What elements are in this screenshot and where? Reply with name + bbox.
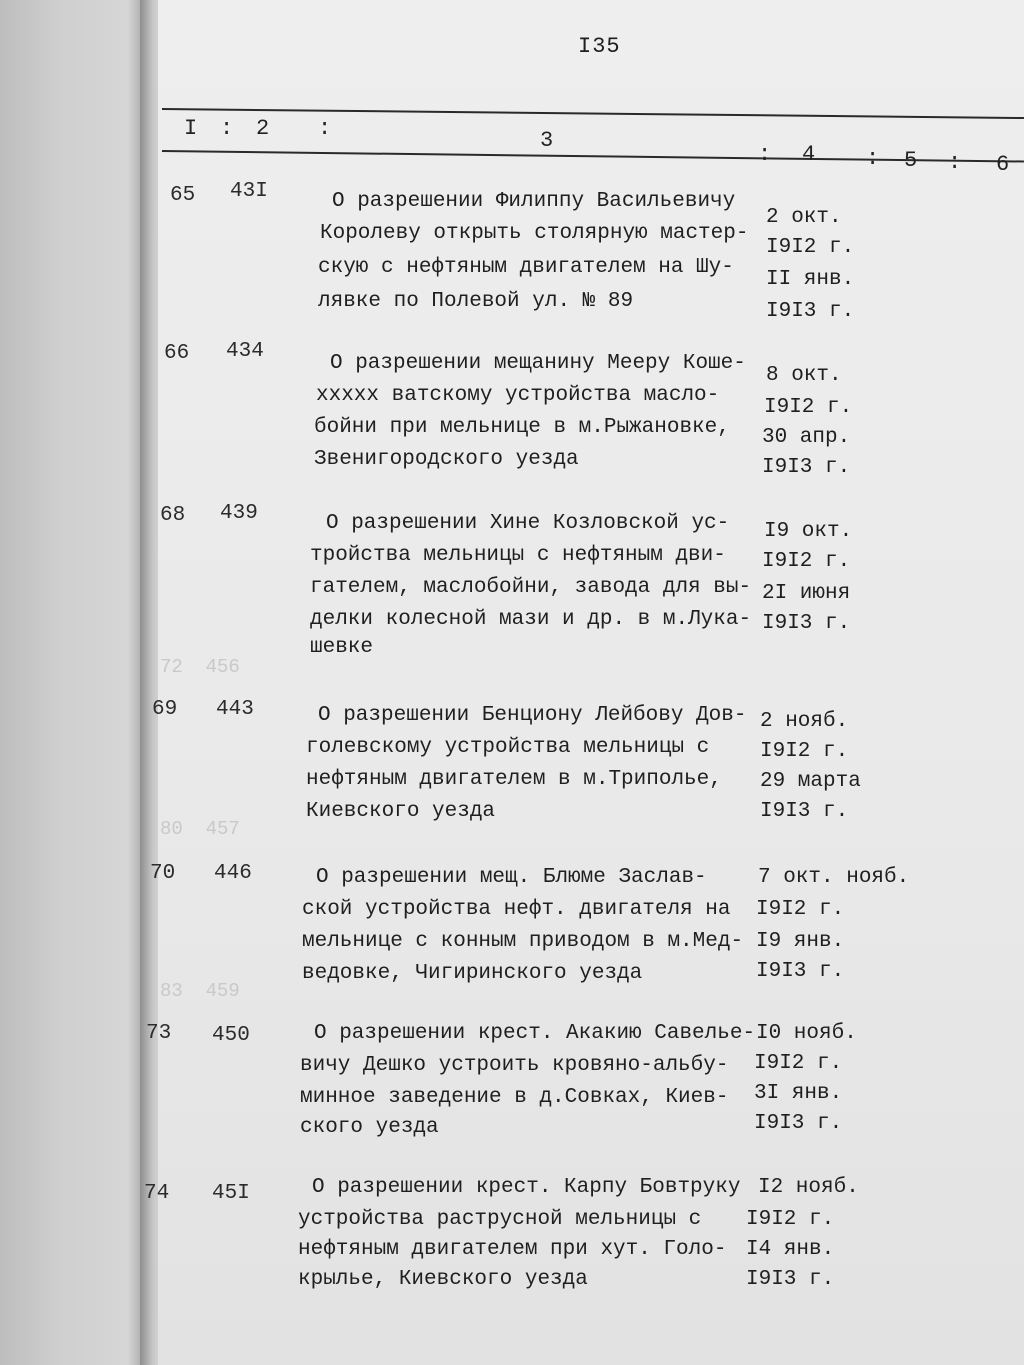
description-line: лявке по Полевой ул. № 89 xyxy=(318,290,634,313)
column-separator: : xyxy=(220,116,234,141)
entry-number: 66 xyxy=(164,342,190,365)
description-line: Королеву открыть столярную мастер- xyxy=(320,222,749,245)
description-line: ххххх ватскому устройства масло- xyxy=(316,384,720,407)
date-line: 30 апр. xyxy=(762,426,851,449)
date-line: I9I2 г. xyxy=(760,740,849,763)
date-line: I9 окт. xyxy=(764,520,853,543)
description-line: Киевского уезда xyxy=(306,800,496,823)
description-line: тройства мельницы с нефтяным дви- xyxy=(310,544,726,567)
page-number: I35 xyxy=(578,34,621,59)
date-line: I9I3 г. xyxy=(766,300,855,323)
entry-number: 70 xyxy=(150,862,176,885)
description-line: О разрешении крест. Карпу Бовтруку xyxy=(312,1176,741,1199)
description-line: О разрешении Хине Козловской ус- xyxy=(326,512,730,535)
file-number: 45I xyxy=(212,1182,250,1205)
description-line: бойни при мельнице в м.Рыжановке, xyxy=(314,416,730,439)
bleed-through-text: 80 457 xyxy=(160,818,240,840)
description-line: мельнице с конным приводом в м.Мед- xyxy=(302,930,744,953)
description-line: ской устройства нефт. двигателя на xyxy=(302,898,731,921)
entry-number: 73 xyxy=(146,1022,172,1045)
date-line: I9I2 г. xyxy=(762,550,851,573)
date-line: I9I2 г. xyxy=(754,1052,843,1075)
description-line: вичу Дешко устроить кровяно-альбу- xyxy=(300,1054,729,1077)
description-line: крылье, Киевского уезда xyxy=(298,1268,588,1291)
file-number: 434 xyxy=(226,340,264,363)
date-line: I9I2 г. xyxy=(756,898,845,921)
date-line: II янв. xyxy=(766,268,855,291)
description-line: ского уезда xyxy=(300,1116,439,1139)
description-line: О разрешении Бенциону Лейбову Дов- xyxy=(318,704,747,727)
date-line: 7 окт. нояб. xyxy=(758,866,910,889)
date-line: I9I2 г. xyxy=(766,236,855,259)
entry-number: 68 xyxy=(160,504,186,527)
column-separator: : xyxy=(758,142,772,167)
description-line: О разрешении Филиппу Васильевичу xyxy=(332,190,736,213)
date-line: I9 янв. xyxy=(756,930,845,953)
file-number: 43I xyxy=(230,180,268,203)
date-line: I9I3 г. xyxy=(762,456,851,479)
description-line: Звенигородского уезда xyxy=(314,448,579,471)
description-line: делки колесной мази и др. в м.Лука- xyxy=(310,608,752,631)
description-line: скую с нефтяным двигателем на Шу- xyxy=(318,256,734,279)
date-line: 8 окт. xyxy=(766,364,842,387)
column-separator: : xyxy=(948,150,962,175)
adjacent-page xyxy=(0,0,150,1365)
column-separator: : xyxy=(318,116,332,141)
column-header-5: 5 xyxy=(904,148,918,173)
date-line: I4 янв. xyxy=(746,1238,835,1261)
file-number: 450 xyxy=(212,1024,250,1047)
date-line: I9I3 г. xyxy=(746,1268,835,1291)
entry-number: 65 xyxy=(170,184,196,207)
description-line: нефтяным двигателем при хут. Голо- xyxy=(298,1238,727,1261)
date-line: I2 нояб. xyxy=(758,1176,859,1199)
column-separator: : xyxy=(866,146,880,171)
description-line: О разрешении мещ. Блюме Заслав- xyxy=(316,866,707,889)
date-line: 29 марта xyxy=(760,770,861,793)
entry-number: 74 xyxy=(144,1182,170,1205)
description-line: шевке xyxy=(310,636,374,659)
description-line: голевскому устройства мельницы с xyxy=(306,736,710,759)
description-line: гателем, маслобойни, завода для вы- xyxy=(310,576,752,599)
description-line: О разрешении мещанину Мееру Коше- xyxy=(330,352,746,375)
file-number: 446 xyxy=(214,862,252,885)
date-line: 2 нояб. xyxy=(760,710,849,733)
description-line: устройства раструсной мельницы с xyxy=(298,1208,702,1231)
description-line: нефтяным двигателем в м.Триполье, xyxy=(306,768,722,791)
date-line: 3I янв. xyxy=(754,1082,843,1105)
date-line: I0 нояб. xyxy=(756,1022,857,1045)
description-line: ведовке, Чигиринского уезда xyxy=(302,962,643,985)
date-line: 2 окт. xyxy=(766,206,842,229)
file-number: 443 xyxy=(216,698,254,721)
entry-number: 69 xyxy=(152,698,178,721)
date-line: I9I2 г. xyxy=(764,396,853,419)
column-header-4: 4 xyxy=(802,142,816,167)
date-line: I9I3 г. xyxy=(762,612,851,635)
bleed-through-text: 72 456 xyxy=(160,656,240,678)
description-line: минное заведение в д.Совках, Киев- xyxy=(300,1086,729,1109)
date-line: I9I2 г. xyxy=(746,1208,835,1231)
column-header-6: 6 xyxy=(996,152,1010,177)
date-line: I9I3 г. xyxy=(760,800,849,823)
column-header-3: 3 xyxy=(540,128,554,153)
date-line: I9I3 г. xyxy=(756,960,845,983)
file-number: 439 xyxy=(220,502,258,525)
date-line: I9I3 г. xyxy=(754,1112,843,1135)
description-line: О разрешении крест. Акакию Савелье- xyxy=(314,1022,756,1045)
column-header-1: I xyxy=(184,116,198,141)
bleed-through-text: 83 459 xyxy=(160,980,240,1002)
date-line: 2I июня xyxy=(762,582,851,605)
column-header-2: 2 xyxy=(256,116,270,141)
